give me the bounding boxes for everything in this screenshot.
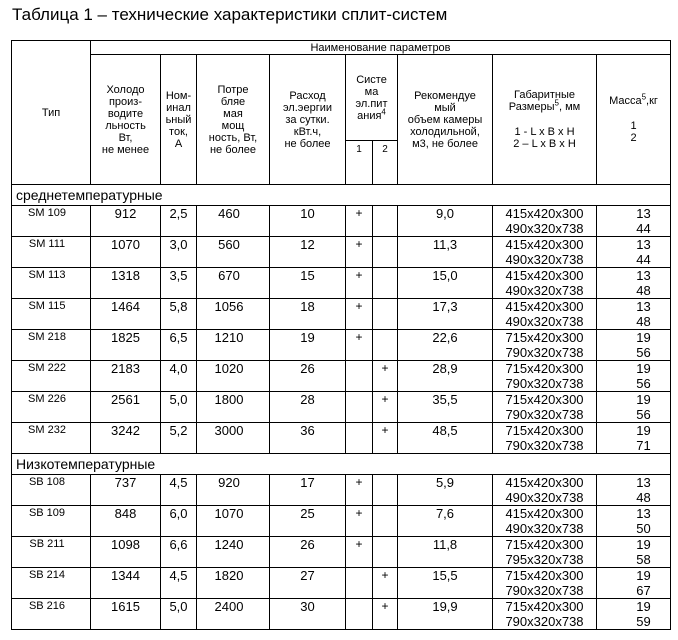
cell-mass — [597, 206, 671, 237]
cell-power-system-2: + — [373, 392, 398, 423]
table-title: Таблица 1 – технические характеристики сплит-систем — [12, 5, 448, 24]
cell-consumed-power: 920 — [197, 475, 270, 506]
cell-mass — [597, 299, 671, 330]
cell-cooling-capacity: 1825 — [91, 330, 161, 361]
cell-mass — [597, 361, 671, 392]
cell-recommended-volume: 7,6 — [398, 506, 493, 537]
dimension-1: 415x420x300 — [505, 206, 584, 221]
mass-1: 19 — [636, 330, 651, 345]
cell-mass — [597, 599, 671, 630]
table-row — [12, 475, 671, 506]
cell-nominal-current: 6,0 — [161, 506, 197, 537]
mass-1: 19 — [636, 392, 651, 407]
cell-energy-per-day: 15 — [270, 268, 346, 299]
cell-energy-per-day: 25 — [270, 506, 346, 537]
header-power-system: Систе ма эл.пит ания$^4$ — [346, 55, 398, 141]
dimension-1: 715x420x300 — [505, 423, 584, 438]
cell-type: SM 113 — [12, 268, 91, 299]
cell-energy-per-day: 19 — [270, 330, 346, 361]
cell-power-system-2 — [373, 537, 398, 568]
dimension-1: 715x420x300 — [505, 537, 584, 552]
table-row — [12, 537, 671, 568]
cell-recommended-volume: 11,3 — [398, 237, 493, 268]
table-row — [12, 237, 671, 268]
table-row — [12, 268, 671, 299]
cell-consumed-power: 460 — [197, 206, 270, 237]
cell-dimensions — [493, 537, 597, 568]
cell-nominal-current: 5,2 — [161, 423, 197, 454]
cell-cooling-capacity: 1098 — [91, 537, 161, 568]
cell-type: SM 218 — [12, 330, 91, 361]
cell-cooling-capacity: 848 — [91, 506, 161, 537]
mass-2: 48 — [636, 314, 651, 329]
cell-type: SM 222 — [12, 361, 91, 392]
cell-power-system-2: + — [373, 423, 398, 454]
cell-recommended-volume: 15,0 — [398, 268, 493, 299]
table-row — [12, 599, 671, 630]
dimension-2: 490x320x738 — [505, 521, 584, 536]
mass-2: 67 — [636, 583, 651, 598]
cell-type: SB 211 — [12, 537, 91, 568]
cell-recommended-volume: 11,8 — [398, 537, 493, 568]
dimension-2: 790x320x738 — [505, 376, 584, 391]
mass-2: 48 — [636, 490, 651, 505]
cell-consumed-power: 1800 — [197, 392, 270, 423]
dimension-2: 490x320x738 — [505, 490, 584, 505]
dimension-1: 715x420x300 — [505, 330, 584, 345]
cell-energy-per-day: 17 — [270, 475, 346, 506]
dimension-1: 715x420x300 — [505, 361, 584, 376]
cell-energy-per-day: 12 — [270, 237, 346, 268]
cell-type: SM 115 — [12, 299, 91, 330]
cell-power-system-1 — [346, 568, 373, 599]
mass-2: 71 — [636, 438, 651, 453]
cell-energy-per-day: 18 — [270, 299, 346, 330]
cell-mass — [597, 237, 671, 268]
cell-nominal-current: 5,0 — [161, 599, 197, 630]
table-row — [12, 361, 671, 392]
cell-power-system-1: + — [346, 268, 373, 299]
mass-1: 13 — [636, 268, 651, 283]
table-row — [12, 299, 671, 330]
cell-mass — [597, 392, 671, 423]
table-body — [12, 185, 671, 630]
dimension-2: 490x320x738 — [505, 221, 584, 236]
section-title: среднетемпературные — [12, 185, 671, 206]
cell-dimensions — [493, 423, 597, 454]
table-row — [12, 568, 671, 599]
header-mass: Масса$^5$,кг 1 2 — [597, 55, 671, 185]
cell-cooling-capacity: 3242 — [91, 423, 161, 454]
section-row — [12, 185, 671, 206]
dimension-2: 790x320x738 — [505, 438, 584, 453]
cell-power-system-1: + — [346, 506, 373, 537]
cell-recommended-volume: 19,9 — [398, 599, 493, 630]
dimension-2: 790x320x738 — [505, 583, 584, 598]
cell-mass — [597, 268, 671, 299]
cell-type: SM 232 — [12, 423, 91, 454]
mass-2: 56 — [636, 345, 651, 360]
cell-cooling-capacity: 1344 — [91, 568, 161, 599]
cell-power-system-1: + — [346, 299, 373, 330]
cell-energy-per-day: 10 — [270, 206, 346, 237]
cell-consumed-power: 670 — [197, 268, 270, 299]
mass-1: 19 — [636, 537, 651, 552]
cell-nominal-current: 4,5 — [161, 568, 197, 599]
cell-cooling-capacity: 912 — [91, 206, 161, 237]
section-title: Низкотемпературные — [12, 454, 671, 475]
table-row — [12, 423, 671, 454]
cell-dimensions — [493, 237, 597, 268]
cell-consumed-power: 1070 — [197, 506, 270, 537]
cell-power-system-2 — [373, 506, 398, 537]
cell-nominal-current: 6,5 — [161, 330, 197, 361]
cell-nominal-current: 2,5 — [161, 206, 197, 237]
cell-cooling-capacity: 1318 — [91, 268, 161, 299]
cell-consumed-power: 560 — [197, 237, 270, 268]
cell-power-system-2 — [373, 299, 398, 330]
mass-2: 56 — [636, 407, 651, 422]
header-cooling-capacity: Холодо произ- водите льность Вт, не менее — [91, 55, 161, 185]
cell-consumed-power: 3000 — [197, 423, 270, 454]
cell-consumed-power: 1020 — [197, 361, 270, 392]
cell-energy-per-day: 26 — [270, 537, 346, 568]
mass-1: 19 — [636, 599, 651, 614]
dimension-2: 490x320x738 — [505, 252, 584, 267]
cell-mass — [597, 537, 671, 568]
mass-1: 13 — [636, 299, 651, 314]
cell-power-system-1 — [346, 392, 373, 423]
cell-recommended-volume: 22,6 — [398, 330, 493, 361]
cell-power-system-2 — [373, 237, 398, 268]
cell-mass — [597, 330, 671, 361]
cell-power-system-1: + — [346, 537, 373, 568]
cell-power-system-2 — [373, 268, 398, 299]
cell-recommended-volume: 5,9 — [398, 475, 493, 506]
mass-1: 19 — [636, 423, 651, 438]
cell-power-system-2 — [373, 206, 398, 237]
mass-1: 13 — [636, 506, 651, 521]
header-energy-per-day: Расход эл.эергии за сутки. кВт.ч, не более — [270, 55, 346, 185]
cell-recommended-volume: 35,5 — [398, 392, 493, 423]
cell-consumed-power: 2400 — [197, 599, 270, 630]
cell-recommended-volume: 28,9 — [398, 361, 493, 392]
mass-1: 19 — [636, 568, 651, 583]
specs-table — [11, 40, 671, 630]
dimension-1: 415x420x300 — [505, 475, 584, 490]
cell-energy-per-day: 26 — [270, 361, 346, 392]
cell-dimensions — [493, 299, 597, 330]
cell-type: SM 109 — [12, 206, 91, 237]
cell-nominal-current: 5,0 — [161, 392, 197, 423]
header-power-system-2: 2 — [373, 141, 398, 185]
cell-type: SB 216 — [12, 599, 91, 630]
cell-power-system-2: + — [373, 599, 398, 630]
cell-recommended-volume: 48,5 — [398, 423, 493, 454]
cell-energy-per-day: 27 — [270, 568, 346, 599]
mass-2: 44 — [636, 221, 651, 236]
cell-recommended-volume: 15,5 — [398, 568, 493, 599]
cell-mass — [597, 506, 671, 537]
cell-type: SB 108 — [12, 475, 91, 506]
cell-power-system-1: + — [346, 206, 373, 237]
dimension-1: 715x420x300 — [505, 599, 584, 614]
cell-power-system-2 — [373, 330, 398, 361]
cell-mass — [597, 475, 671, 506]
cell-consumed-power: 1820 — [197, 568, 270, 599]
cell-recommended-volume: 17,3 — [398, 299, 493, 330]
dimension-2: 490x320x738 — [505, 314, 584, 329]
dimension-1: 415x420x300 — [505, 237, 584, 252]
dimension-1: 715x420x300 — [505, 392, 584, 407]
cell-nominal-current: 4,5 — [161, 475, 197, 506]
mass-2: 44 — [636, 252, 651, 267]
dimension-1: 715x420x300 — [505, 568, 584, 583]
cell-power-system-2: + — [373, 568, 398, 599]
section-row — [12, 454, 671, 475]
mass-2: 58 — [636, 552, 651, 567]
table-header — [12, 41, 671, 185]
mass-1: 19 — [636, 361, 651, 376]
dimension-1: 415x420x300 — [505, 299, 584, 314]
table-row — [12, 330, 671, 361]
dimension-1: 415x420x300 — [505, 268, 584, 283]
table-row — [12, 506, 671, 537]
mass-2: 50 — [636, 521, 651, 536]
mass-1: 13 — [636, 237, 651, 252]
cell-energy-per-day: 28 — [270, 392, 346, 423]
mass-2: 48 — [636, 283, 651, 298]
cell-nominal-current: 6,6 — [161, 537, 197, 568]
cell-energy-per-day: 30 — [270, 599, 346, 630]
mass-2: 56 — [636, 376, 651, 391]
cell-dimensions — [493, 599, 597, 630]
cell-consumed-power: 1240 — [197, 537, 270, 568]
cell-recommended-volume: 9,0 — [398, 206, 493, 237]
cell-cooling-capacity: 737 — [91, 475, 161, 506]
table-row — [12, 392, 671, 423]
cell-type: SM 111 — [12, 237, 91, 268]
header-params-group: Наименование параметров — [91, 41, 671, 55]
mass-2: 59 — [636, 614, 651, 629]
cell-mass — [597, 568, 671, 599]
dimension-1: 415x420x300 — [505, 506, 584, 521]
dimension-2: 790x320x738 — [505, 345, 584, 360]
cell-nominal-current: 3,5 — [161, 268, 197, 299]
header-power-system-1: 1 — [346, 141, 373, 185]
cell-dimensions — [493, 475, 597, 506]
cell-power-system-1 — [346, 599, 373, 630]
cell-consumed-power: 1056 — [197, 299, 270, 330]
mass-1: 13 — [636, 475, 651, 490]
header-dimensions: Габаритные Размеры$^5$, мм 1 - L x B x H 2 – L x B x H — [493, 55, 597, 185]
dimension-2: 790x320x738 — [505, 614, 584, 629]
table-row — [12, 206, 671, 237]
cell-power-system-1 — [346, 423, 373, 454]
cell-power-system-1: + — [346, 237, 373, 268]
cell-type: SM 226 — [12, 392, 91, 423]
cell-cooling-capacity: 2183 — [91, 361, 161, 392]
dimension-2: 790x320x738 — [505, 407, 584, 422]
cell-nominal-current: 3,0 — [161, 237, 197, 268]
header-recommended-volume: Рекомендуе мый объем камеры холодильной, м3, не более — [398, 55, 493, 185]
cell-dimensions — [493, 506, 597, 537]
cell-dimensions — [493, 330, 597, 361]
cell-cooling-capacity: 2561 — [91, 392, 161, 423]
header-type: Тип — [12, 41, 91, 185]
cell-dimensions — [493, 268, 597, 299]
cell-power-system-2 — [373, 475, 398, 506]
cell-dimensions — [493, 206, 597, 237]
header-consumed-power: Потре бляе мая мощ ность, Вт, не более — [197, 55, 270, 185]
cell-type: SB 214 — [12, 568, 91, 599]
cell-energy-per-day: 36 — [270, 423, 346, 454]
cell-nominal-current: 4,0 — [161, 361, 197, 392]
cell-cooling-capacity: 1070 — [91, 237, 161, 268]
header-nominal-current: Ном- инал ьный ток, А — [161, 55, 197, 185]
cell-power-system-2: + — [373, 361, 398, 392]
cell-power-system-1: + — [346, 330, 373, 361]
cell-dimensions — [493, 568, 597, 599]
cell-nominal-current: 5,8 — [161, 299, 197, 330]
cell-cooling-capacity: 1464 — [91, 299, 161, 330]
cell-power-system-1 — [346, 361, 373, 392]
cell-type: SB 109 — [12, 506, 91, 537]
cell-dimensions — [493, 361, 597, 392]
dimension-2: 490x320x738 — [505, 283, 584, 298]
dimension-2: 795x320x738 — [505, 552, 584, 567]
cell-power-system-1: + — [346, 475, 373, 506]
cell-cooling-capacity: 1615 — [91, 599, 161, 630]
cell-consumed-power: 1210 — [197, 330, 270, 361]
cell-mass — [597, 423, 671, 454]
mass-1: 13 — [636, 206, 651, 221]
cell-dimensions — [493, 392, 597, 423]
